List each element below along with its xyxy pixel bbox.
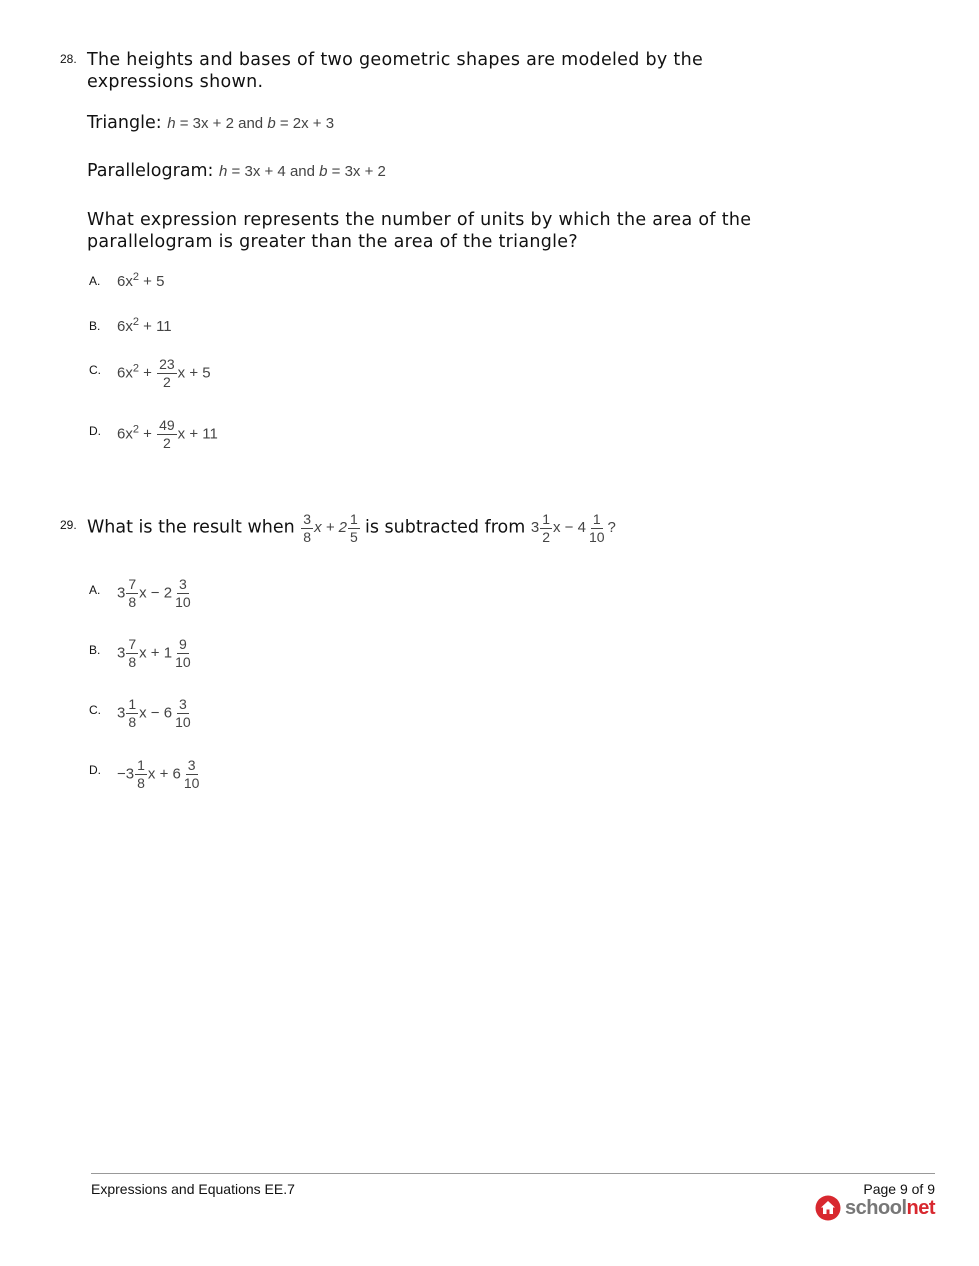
question-prompt: What expression represents the number of units by which the area of the parallelogram is greater than the area of the triangle? [87,210,752,252]
option-a-expression[interactable]: 3 $\frac{7}{8}$ x − 2 $\frac{3}{10}$ [117,576,191,610]
option-c-letter[interactable]: C. [89,703,101,717]
triangle-label: Triangle: [87,113,162,133]
parallelogram-line: Parallelogram: h = 3x + 4 and b = 3x + 2 [87,161,386,181]
question-stem: The heights and bases of two geometric shapes are modeled by the expressions shown. [87,50,704,92]
option-a-letter[interactable]: A. [89,274,101,288]
question-number: 29. [60,518,77,532]
option-b-letter[interactable]: B. [89,643,101,657]
triangle-line: Triangle: h = 3x + 2 and b = 2x + 3 [87,113,335,133]
page-number: Page 9 of 9 [863,1181,935,1197]
option-c-expression[interactable]: 3 $\frac{1}{8}$ x − 6 $\frac{3}{10}$ [117,696,191,730]
schoolnet-logo: schoolnet [815,1195,935,1221]
question-number: 28. [60,52,77,66]
option-b-letter[interactable]: B. [89,319,101,333]
house-icon [815,1195,841,1221]
option-c-expression[interactable]: $6x^2$ + $\frac{23}{2}$ x + 5 [117,356,211,390]
footer-title: Expressions and Equations EE.7 [91,1181,295,1197]
footer-divider [91,1173,935,1174]
question-stem: What is the result when $\frac{3}{8}$ x + 2 $\frac{1}{5}$ is subtracted from 3 $\frac{1}{2}$ x − 4 $\frac{1}{10}$ ? [87,511,616,545]
option-b-expression[interactable]: 3 $\frac{7}{8}$ x + 1 $\frac{9}{10}$ [117,636,191,670]
option-d-letter[interactable]: D. [89,424,101,438]
option-c-letter[interactable]: C. [89,363,101,377]
option-d-expression[interactable]: −3 $\frac{1}{8}$ x + 6 $\frac{3}{10}$ [117,757,200,791]
option-a-letter[interactable]: A. [89,583,101,597]
option-a-expression[interactable]: $6x^2 + 5$ [117,271,165,290]
parallelogram-label: Parallelogram: [87,161,214,181]
option-d-letter[interactable]: D. [89,763,101,777]
option-d-expression[interactable]: $6x^2$ + $\frac{49}{2}$ x + 11 [117,417,218,451]
option-b-expression[interactable]: $6x^2 + 11$ [117,316,172,335]
